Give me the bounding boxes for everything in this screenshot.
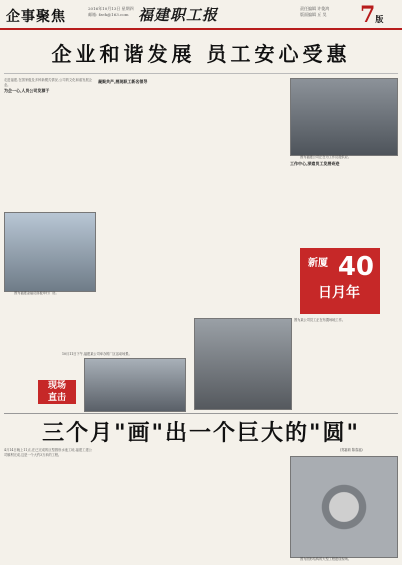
article-headline: 三个月"画"出一个巨大的"圆" (42, 420, 360, 446)
live-report-box (38, 380, 76, 404)
page-unit: 版 (375, 14, 384, 24)
editor-line: 责任编辑 许俊鸿 (300, 6, 330, 11)
photo-caption: 图为福建金福员面板申行厂房。 (14, 291, 59, 295)
email-line: 邮箱: fzeh@163.com (88, 12, 129, 17)
subhead: 为企一心,人员公司发源于 (4, 88, 50, 94)
event-photo (84, 358, 186, 412)
badge-number: 40 (337, 252, 374, 282)
article-column (4, 78, 92, 210)
factory-photo (4, 212, 96, 292)
article-column (4, 448, 92, 560)
photo-caption: 图为圆形结构的大型工程建设现场。 (300, 557, 351, 561)
article-column (290, 160, 396, 246)
section-title: 企事聚焦 (6, 9, 66, 25)
editor-info (300, 6, 329, 18)
masthead: 福建职工报 (138, 6, 219, 24)
article-column (194, 448, 284, 560)
badge-text: 新厦 (308, 258, 328, 269)
workers-photo (290, 78, 398, 156)
live-label: 直击 (47, 393, 66, 403)
photo-caption: 图为某公司员工正在布置场地工作。 (294, 318, 345, 322)
subhead: 工作中心,深索员工发展奇迹 (290, 161, 340, 166)
article-headline: 企业和谐发展 员工安心受惠 (51, 42, 351, 66)
worker-photo (194, 318, 292, 410)
live-label: 现场 (47, 381, 66, 391)
body-text: 走进福建,在国家级及多种新模式情况,公司的文化和谐发展企业。 (4, 78, 92, 87)
body-text: 4月14日晚上11点,在已完成的巨型圆形水池工地,福建工建公司顺利完成,这是一个大约3万米的工程。 (4, 448, 92, 457)
page-number-value: 7 (360, 2, 376, 28)
issue-date (88, 6, 134, 18)
article-column (98, 448, 188, 560)
photo-caption: 图为福建公司正在为工作员提供应。 (300, 155, 351, 159)
badge-text: 日月年 (318, 285, 360, 301)
anniversary-badge (300, 248, 380, 314)
subhead: 凝聚共产,展现职工新名领导 (98, 79, 148, 84)
divider (4, 73, 398, 74)
layout-editor-line: 版面编辑 丘 昊 (300, 12, 327, 17)
date-line: 2016年10月13日 星期四 (88, 6, 134, 11)
page-number (360, 2, 383, 28)
divider (4, 413, 398, 414)
photo-credit: (郑嘉莉 陈春福) (340, 448, 363, 452)
construction-photo (290, 456, 398, 558)
photo-caption: 10月11日下午,福建某公司举办的厂区活动场景。 (62, 352, 132, 356)
